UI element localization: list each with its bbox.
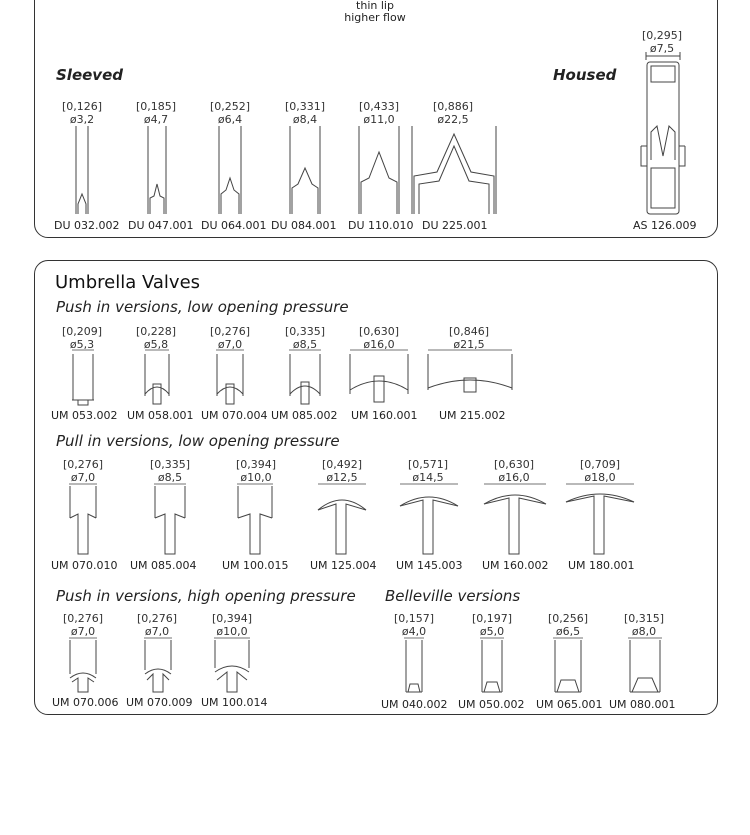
dimension-label: [0,276] ø7,0 (209, 325, 251, 351)
part-code: DU 064.001 (201, 219, 267, 232)
umbrella-drawing (66, 638, 100, 694)
part-code: UM 070.010 (51, 559, 118, 572)
dimension-label: [0,197] ø5,0 (471, 612, 513, 638)
part-code: DU 225.001 (422, 219, 488, 232)
part-code: UM 125.004 (310, 559, 377, 572)
belleville-heading: Belleville versions (385, 587, 521, 605)
umbrella-drawing (316, 484, 368, 556)
umbrella-title: Umbrella Valves (55, 272, 201, 293)
dimension-label: [0,846] ø21,5 (448, 325, 490, 351)
dimension-label: [0,331] ø8,4 (284, 100, 326, 126)
dimension-label: [0,394] ø10,0 (211, 612, 253, 638)
umbrella-drawing (286, 350, 324, 406)
part-code: UM 070.006 (52, 696, 119, 709)
dimension-label: [0,256] ø6,5 (547, 612, 589, 638)
part-code: UM 215.002 (439, 409, 506, 422)
part-code: DU 047.001 (128, 219, 194, 232)
pull-low-heading: Pull in versions, low opening pressure (56, 432, 340, 450)
umbrella-drawing (66, 484, 100, 556)
duckbill-drawing (216, 126, 244, 216)
dimension-label: [0,276] ø7,0 (136, 612, 178, 638)
part-code: AS 126.009 (633, 219, 697, 232)
umbrella-drawing (234, 484, 276, 556)
part-code: UM 145.003 (396, 559, 463, 572)
part-code: UM 160.001 (351, 409, 418, 422)
umbrella-drawing (564, 484, 636, 556)
sleeved-heading: Sleeved (56, 66, 123, 84)
dimension-label: [0,126] ø3,2 (61, 100, 103, 126)
part-code: UM 100.014 (201, 696, 268, 709)
part-code: UM 058.001 (127, 409, 194, 422)
part-code: UM 100.015 (222, 559, 289, 572)
umbrella-drawing (482, 484, 548, 556)
umbrella-drawing (141, 350, 173, 406)
belleville-drawing (478, 638, 506, 696)
part-code: UM 085.002 (271, 409, 338, 422)
part-code: DU 084.001 (271, 219, 337, 232)
umbrella-drawing (211, 638, 253, 694)
umbrella-drawing (348, 350, 410, 406)
push-high-heading: Push in versions, high opening pressure (56, 587, 356, 605)
part-code: UM 040.002 (381, 698, 448, 711)
dimension-label: [0,252] ø6,4 (209, 100, 251, 126)
thin-lip-note (335, 0, 415, 24)
duckbill-drawing (357, 126, 401, 216)
dimension-label: [0,276] ø7,0 (62, 458, 104, 484)
duckbill-drawing (411, 126, 497, 216)
belleville-drawing (626, 638, 664, 696)
part-code: UM 070.009 (126, 696, 193, 709)
dimension-label: [0,335] ø8,5 (284, 325, 326, 351)
part-code: UM 065.001 (536, 698, 603, 711)
umbrella-drawing (151, 484, 189, 556)
umbrella-drawing (68, 350, 98, 406)
part-code: UM 053.002 (51, 409, 118, 422)
part-code: UM 085.004 (130, 559, 197, 572)
duckbill-drawing (145, 126, 169, 216)
part-code: UM 160.002 (482, 559, 549, 572)
note-line-1: thin lip (356, 0, 394, 12)
dimension-label: [0,185] ø4,7 (135, 100, 177, 126)
dimension-label: [0,228] ø5,8 (135, 325, 177, 351)
dimension-label: [0,886] ø22,5 (432, 100, 474, 126)
dimension-label: [0,394] ø10,0 (235, 458, 277, 484)
duckbill-drawing (72, 126, 92, 216)
housed-valve-drawing (638, 56, 688, 216)
part-code: UM 070.004 (201, 409, 268, 422)
part-code: UM 080.001 (609, 698, 676, 711)
dimension-label: [0,295] ø7,5 (641, 29, 683, 55)
part-code: DU 110.010 (348, 219, 414, 232)
dimension-label: [0,571] ø14,5 (407, 458, 449, 484)
dimension-label: [0,209] ø5,3 (61, 325, 103, 351)
dimension-label: [0,630] ø16,0 (358, 325, 400, 351)
umbrella-drawing (426, 350, 514, 406)
belleville-drawing (551, 638, 585, 696)
belleville-drawing (402, 638, 426, 696)
dimension-label: [0,433] ø11,0 (358, 100, 400, 126)
dimension-label: [0,709] ø18,0 (579, 458, 621, 484)
duckbill-drawing (287, 126, 323, 216)
umbrella-drawing (141, 638, 175, 694)
push-low-heading: Push in versions, low opening pressure (56, 298, 349, 316)
dimension-label: [0,630] ø16,0 (493, 458, 535, 484)
dimension-label: [0,315] ø8,0 (623, 612, 665, 638)
part-code: DU 032.002 (54, 219, 120, 232)
note-line-2: higher flow (344, 11, 406, 24)
dimension-label: [0,335] ø8,5 (149, 458, 191, 484)
umbrella-drawing (398, 484, 460, 556)
umbrella-drawing (213, 350, 247, 406)
part-code: UM 050.002 (458, 698, 525, 711)
dimension-label: [0,492] ø12,5 (321, 458, 363, 484)
dimension-label: [0,157] ø4,0 (393, 612, 435, 638)
housed-heading: Housed (553, 66, 617, 84)
dimension-label: [0,276] ø7,0 (62, 612, 104, 638)
part-code: UM 180.001 (568, 559, 635, 572)
